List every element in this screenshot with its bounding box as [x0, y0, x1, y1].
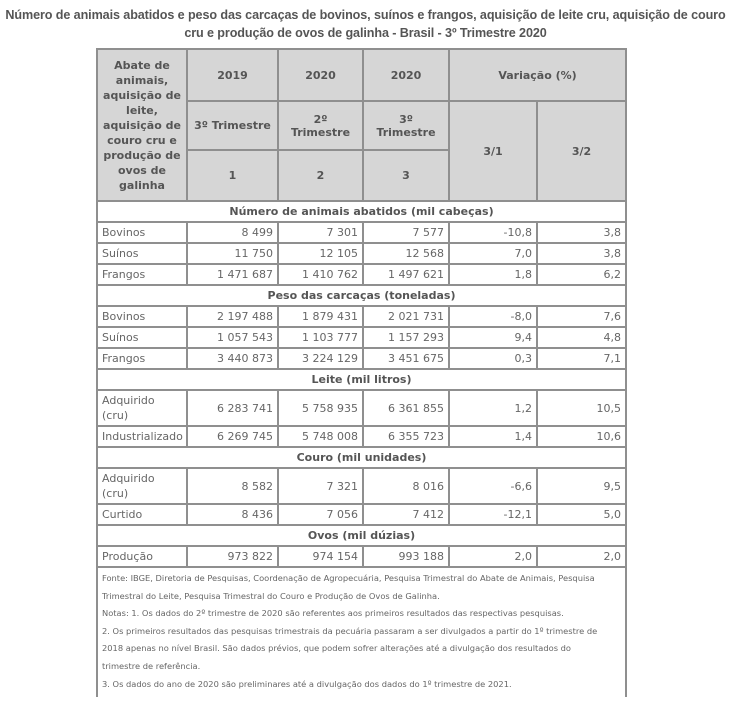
value-cell: 1 471 687 — [187, 264, 278, 285]
section-row — [97, 447, 626, 468]
variation-cell: 10,5 — [537, 390, 626, 426]
value-cell: 5 758 935 — [278, 390, 363, 426]
variation-cell: 1,2 — [449, 390, 537, 426]
source-note: Fonte: IBGE, Diretoria de Pesquisas, Coordenação de Agropecuária, Pesquisa Trimestral do Abate de Animais, Pesquisa — [102, 573, 595, 583]
value-cell: 1 879 431 — [278, 306, 363, 327]
variation-cell: 4,8 — [537, 327, 626, 348]
variation-cell: 6,2 — [537, 264, 626, 285]
source-note: Trimestral do Leite, Pesquisa Trimestral do Couro e Produção de Ovos de Galinha. — [102, 590, 440, 601]
value-cell: 993 188 — [363, 546, 449, 567]
value-cell: 1 157 293 — [363, 327, 449, 348]
value-cell: 6 361 855 — [363, 390, 449, 426]
value-cell: 2 197 488 — [187, 306, 278, 327]
footnote: 3. Os dados do ano de 2020 são preliminares até a divulgação dos dados do 1º trimestre de 2021. — [102, 678, 512, 689]
variation-cell: 5,0 — [537, 504, 626, 525]
table-row — [97, 390, 626, 426]
year-header: 2020 — [278, 49, 363, 101]
variation-cell: 7,0 — [449, 243, 537, 264]
value-cell: 1 103 777 — [278, 327, 363, 348]
value-cell: 1 497 621 — [363, 264, 449, 285]
value-cell: 8 016 — [363, 468, 449, 504]
row-label: Produção — [97, 546, 187, 567]
value-cell: 2 021 731 — [363, 306, 449, 327]
notes-cell — [97, 567, 626, 697]
section-title: Ovos (mil dúzias) — [97, 525, 626, 546]
value-cell: 3 224 129 — [278, 348, 363, 369]
table-row — [97, 426, 626, 447]
row-label: Industrializado — [97, 426, 187, 447]
header-row-years — [97, 49, 626, 101]
table-row — [97, 348, 626, 369]
value-cell: 8 499 — [187, 222, 278, 243]
variation-cell: 10,6 — [537, 426, 626, 447]
value-cell: 6 355 723 — [363, 426, 449, 447]
table-row — [97, 504, 626, 525]
footnote: trimestre de referência. — [102, 660, 201, 671]
variation-cell: 2,0 — [449, 546, 537, 567]
variation-cell: 7,1 — [537, 348, 626, 369]
value-cell: 1 410 762 — [278, 264, 363, 285]
ratio-header: 3/1 — [449, 101, 537, 201]
table-row — [97, 222, 626, 243]
value-cell: 3 451 675 — [363, 348, 449, 369]
index-header: 1 — [187, 150, 278, 201]
row-label: Suínos — [97, 327, 187, 348]
row-label: Suínos — [97, 243, 187, 264]
year-header: 2019 — [187, 49, 278, 101]
variation-cell: 9,4 — [449, 327, 537, 348]
section-title: Leite (mil litros) — [97, 369, 626, 390]
quarter-header: 2º Trimestre — [278, 101, 363, 150]
value-cell: 11 750 — [187, 243, 278, 264]
variation-cell: 1,8 — [449, 264, 537, 285]
variation-header: Variação (%) — [449, 49, 626, 101]
table-row — [97, 468, 626, 504]
table-body — [97, 201, 626, 567]
year-header: 2020 — [363, 49, 449, 101]
value-cell: 8 436 — [187, 504, 278, 525]
footnote: 2. Os primeiros resultados das pesquisas trimestrais da pecuária passaram a ser divulgados a partir do 1º trimestre de — [102, 625, 598, 636]
variation-cell: 3,8 — [537, 243, 626, 264]
table-title — [0, 6, 731, 42]
table-row — [97, 243, 626, 264]
section-row — [97, 201, 626, 222]
value-cell: 6 283 741 — [187, 390, 278, 426]
variation-cell: 9,5 — [537, 468, 626, 504]
row-label: Adquirido (cru) — [97, 468, 187, 504]
variation-cell: 0,3 — [449, 348, 537, 369]
ratio-header: 3/2 — [537, 101, 626, 201]
value-cell: 12 105 — [278, 243, 363, 264]
value-cell: 3 440 873 — [187, 348, 278, 369]
quarter-header: 3º Trimestre — [363, 101, 449, 150]
row-label: Frangos — [97, 264, 187, 285]
table-row — [97, 306, 626, 327]
table-row — [97, 264, 626, 285]
data-table — [96, 48, 627, 697]
index-header: 3 — [363, 150, 449, 201]
table-row — [97, 546, 626, 567]
variation-cell: 2,0 — [537, 546, 626, 567]
variation-cell: -10,8 — [449, 222, 537, 243]
value-cell: 7 056 — [278, 504, 363, 525]
value-cell: 973 822 — [187, 546, 278, 567]
variation-cell: 7,6 — [537, 306, 626, 327]
footnote: Notas: 1. Os dados do 2º trimestre de 2020 são referentes aos primeiros resultados das respectivas pesquisas. — [102, 608, 564, 619]
table-header — [97, 49, 626, 201]
value-cell: 974 154 — [278, 546, 363, 567]
section-title: Número de animais abatidos (mil cabeças) — [97, 201, 626, 222]
title-line-2: cru e produção de ovos de galinha - Brasil - 3º Trimestre 2020 — [184, 26, 547, 40]
value-cell: 6 269 745 — [187, 426, 278, 447]
quarter-header: 3º Trimestre — [187, 101, 278, 150]
row-label: Curtido — [97, 504, 187, 525]
value-cell: 7 321 — [278, 468, 363, 504]
variation-cell: -8,0 — [449, 306, 537, 327]
stub-header: Abate de animais, aquisição de leite, aquisição de couro cru e produção de ovos de galinha — [97, 49, 187, 201]
table-row — [97, 327, 626, 348]
row-label: Bovinos — [97, 306, 187, 327]
row-label: Frangos — [97, 348, 187, 369]
title-line-1: Número de animais abatidos e peso das carcaças de bovinos, suínos e frangos, aquisição de leite cru, aquisição de couro — [5, 8, 726, 22]
section-row — [97, 285, 626, 306]
variation-cell: 1,4 — [449, 426, 537, 447]
value-cell: 12 568 — [363, 243, 449, 264]
value-cell: 8 582 — [187, 468, 278, 504]
section-row — [97, 525, 626, 546]
variation-cell: -6,6 — [449, 468, 537, 504]
variation-cell: -12,1 — [449, 504, 537, 525]
notes-row — [97, 567, 626, 697]
value-cell: 7 412 — [363, 504, 449, 525]
section-title: Peso das carcaças (toneladas) — [97, 285, 626, 306]
row-label: Bovinos — [97, 222, 187, 243]
section-title: Couro (mil unidades) — [97, 447, 626, 468]
footnote: 2018 apenas no nível Brasil. São dados prévios, que podem sofrer alterações até a divulgação dos resultados do — [102, 643, 572, 654]
value-cell: 7 577 — [363, 222, 449, 243]
value-cell: 7 301 — [278, 222, 363, 243]
variation-cell: 3,8 — [537, 222, 626, 243]
section-row — [97, 369, 626, 390]
value-cell: 1 057 543 — [187, 327, 278, 348]
index-header: 2 — [278, 150, 363, 201]
value-cell: 5 748 008 — [278, 426, 363, 447]
row-label: Adquirido (cru) — [97, 390, 187, 426]
